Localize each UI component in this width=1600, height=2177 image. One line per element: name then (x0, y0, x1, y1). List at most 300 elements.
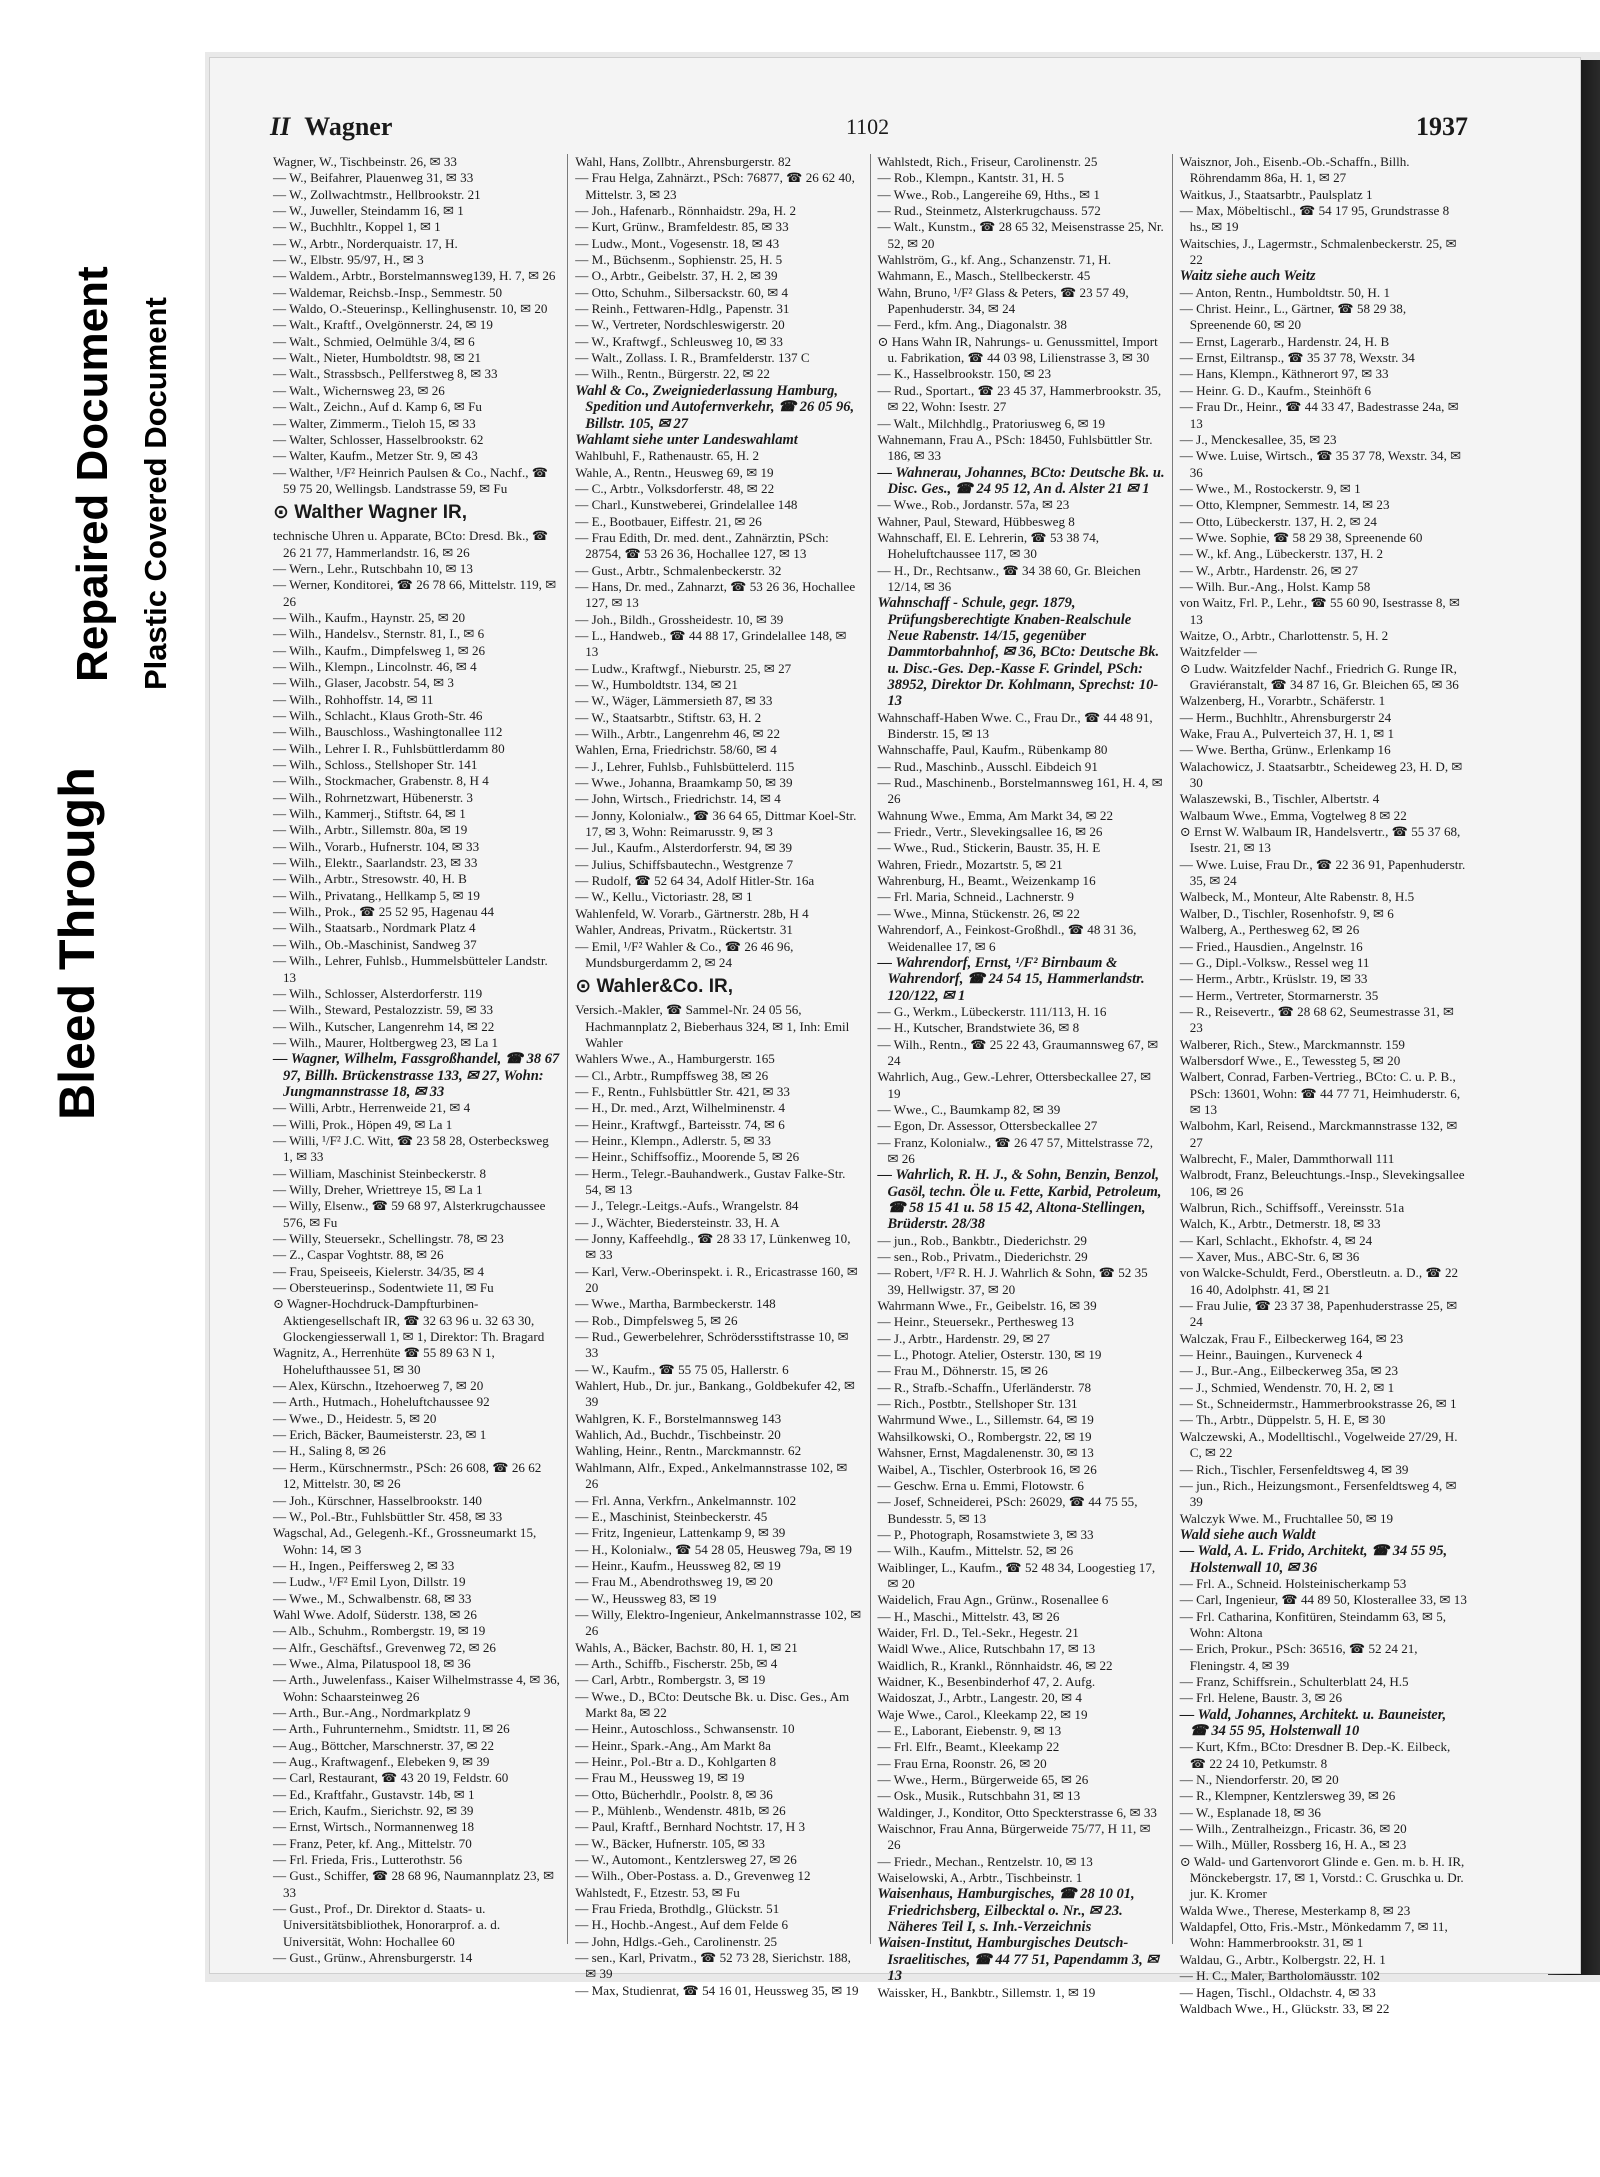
directory-entry: — Friedr., Vertr., Slevekingsallee 16, ✉ 26 (877, 824, 1103, 840)
directory-entry: — Wald, Johannes, Architekt. u. Bauneister, ☎ 34 55 95, Holstenwall 10 (1179, 1706, 1447, 1739)
directory-entry: Waisznor, Joh., Eisenb.-Ob.-Schaffn., Billh. Röhrendamm 86a, H. 1, ✉ 27 (1179, 154, 1410, 186)
directory-entry: Wahle, A., Rentn., Heusweg 69, ✉ 19 (575, 464, 774, 480)
directory-entry: — Alfr., Geschäftsf., Grevenweg 72, ✉ 26 (273, 1639, 496, 1655)
directory-entry: — G., Werkm., Lübeckerstr. 111/113, H. 16 (877, 1003, 1107, 1019)
directory-entry: Waidl Wwe., Alice, Rutschbahn 17, ✉ 13 (877, 1641, 1096, 1657)
directory-entry: — Rich., Postbtr., Stellshoper Str. 131 (877, 1396, 1078, 1412)
directory-entry: — Rud., Gewerbelehrer, Schrödersstiftstrasse 10, ✉ 33 (575, 1329, 849, 1361)
directory-entry: — William, Maschinist Steinbeckerstr. 8 (273, 1165, 487, 1181)
directory-entry: — H., Dr., Rechtsanw., ☎ 34 38 60, Gr. Bleichen 12/14, ✉ 36 (877, 562, 1141, 594)
directory-entry: — Alex, Kürschn., Itzehoerweg 7, ✉ 20 (273, 1378, 484, 1394)
directory-entry: — Erich, Bäcker, Baumeisterstr. 23, ✉ 1 (273, 1427, 487, 1443)
directory-entry: — Wald, A. L. Frido, Architekt, ☎ 34 55 95, Holstenwall 10, ✉ 36 (1179, 1543, 1448, 1576)
directory-entry: — N., Niendorferstr. 20, ✉ 20 (1179, 1772, 1339, 1788)
directory-entry: — Wwe., Martha, Barmbeckerstr. 148 (575, 1296, 776, 1312)
directory-entry: — Emil, ¹/F² Wahler & Co., ☎ 26 46 96, Mundsburgerdamm 2, ✉ 24 (575, 938, 794, 970)
directory-entry: ⊙ Hans Wahn IR, Nahrungs- u. Genussmittel, Import u. Fabrikation, ☎ 44 03 98, Lilienstrasse 3, ✉ 30 (877, 333, 1158, 366)
directory-entry: — Wwe., M., Schwalbenstr. 68, ✉ 33 (273, 1590, 472, 1606)
directory-entry: — Waldem., Arbtr., Borstelmannsweg139, H. 7, ✉ 26 (273, 268, 556, 284)
directory-entry: Waisen-Institut, Hamburgisches Deutsch-Israelitisches, ☎ 44 77 51, Papendamm 3, ✉ 13 (877, 1935, 1159, 1985)
directory-entry: — Wern., Lehr., Rutschbahn 10, ✉ 13 (273, 560, 473, 576)
directory-entry: Wahls, A., Bäcker, Bachstr. 80, H. 1, ✉ 21 (575, 1639, 798, 1655)
directory-entry: — Frau Edith, Dr. med. dent., Zahnärztin, PSch: 28754, ☎ 53 26 36, Hochallee 127, ✉ 13 (575, 529, 829, 562)
directory-entry: — H., Saling 8, ✉ 26 (273, 1443, 386, 1459)
directory-entry: Wahnschaff - Schule, gegr. 1879, Prüfungsberechtigte Knaben-Realschule Neue Rabenstr. 14/15, gegenüber Dammtorbahnhof, ✉ 36, BCto: Deutsche Bk. u. Disc.-Ges. Dep.-Kasse F. Grindel, PSch: 38952, Direktor Dr. Kohlmann, Sprechst: 10-13 (877, 595, 1160, 710)
directory-entry: Wagnitz, A., Herrenhüte ☎ 55 89 63 N 1, Hohelufthaussee 51, ✉ 30 (273, 1345, 495, 1377)
directory-entry: — Wilh., Steward, Pestalozzistr. 59, ✉ 33 (273, 1002, 494, 1018)
directory-entry: Wahren, Friedr., Mozartstr. 5, ✉ 21 (877, 856, 1063, 872)
directory-entry: — Wwe. Sophie, ☎ 58 29 38, Spreenende 60 (1179, 529, 1423, 545)
directory-entry: Waldapfel, Otto, Fris.-Mstr., Mönkedamm 7, ✉ 11, Wohn: Hammerbrookstr. 31, ✉ 1 (1179, 1919, 1448, 1951)
directory-entry: ⊙ Ernst W. Walbaum IR, Handelsvertr., ☎ 55 37 68, Isestr. 21, ✉ 13 (1179, 824, 1461, 856)
directory-entry: — Wilh., Kaufm., Mittelstr. 52, ✉ 26 (877, 1543, 1074, 1559)
directory-entry: — Heinr., Autoschloss., Schwansenstr. 10 (575, 1721, 795, 1737)
column-4 (1172, 154, 1474, 2016)
directory-entry: Walczyk Wwe. M., Fruchtallee 50, ✉ 19 (1179, 1510, 1394, 1526)
directory-entry: — Wilh., Schloss., Stellshoper Str. 141 (273, 757, 478, 773)
directory-entry: Walbersdorf Wwe., E., Tewessteg 5, ✉ 20 (1179, 1052, 1401, 1068)
directory-entry: — Frau M., Heussweg 19, ✉ 19 (575, 1770, 745, 1786)
directory-entry: — W., Automont., Kentzlersweg 27, ✉ 26 (575, 1852, 797, 1868)
directory-entry: — Wilh., Arbtr., Stresowstr. 40, H. B (273, 871, 467, 887)
directory-entry: — Walt., Schmied, Oelmühle 3/4, ✉ 6 (273, 333, 475, 349)
directory-entry: — W., Beifahrer, Plauenweg 31, ✉ 33 (273, 170, 474, 186)
directory-entry: — Otto, Lübeckerstr. 137, H. 2, ✉ 24 (1179, 513, 1377, 529)
directory-entry: — Wilh., Schlacht., Klaus Groth-Str. 46 (273, 708, 483, 723)
directory-entry: — Wilh., Arbtr., Sillemstr. 80a, ✉ 19 (273, 822, 468, 838)
directory-entry: — Osk., Musik., Rutschbahn 31, ✉ 13 (877, 1788, 1081, 1804)
directory-entry: Walachowicz, J. Staatsarbtr., Scheideweg 23, H. D, ✉ 30 (1179, 758, 1463, 791)
directory-entry: — Wwe., Rud., Stickerin, Baustr. 35, H. E (877, 840, 1101, 856)
directory-entry: Walczewski, A., Modelltischl., Vogelweide 27/29, H. C, ✉ 22 (1179, 1428, 1458, 1461)
directory-entry: — W., Buchhltr., Koppel 1, ✉ 1 (273, 219, 441, 235)
directory-entry: — Wilh., Rohhoffstr. 14, ✉ 11 (273, 691, 434, 707)
directory-entry: — Walt., Milchhdlg., Pratoriusweg 6, ✉ 19 (877, 415, 1106, 431)
directory-entry: Waisenhaus, Hamburgisches, ☎ 28 10 01, Friedrichsberg, Eilbecktal o. Nr., ✉ 23. Näheres Teil I, s. Inh.-Verzeichnis (877, 1886, 1135, 1936)
directory-entry: — Rud., Sportart., ☎ 23 45 37, Hammerbrookstr. 35, ✉ 22, Wohn: Isestr. 27 (877, 382, 1162, 415)
directory-entry: — W., Juweller, Steindamm 16, ✉ 1 (273, 203, 464, 219)
directory-entry: — Wwe., D., Heidestr. 5, ✉ 20 (273, 1410, 437, 1426)
directory-entry: Walbrun, Rich., Schiffsoff., Vereinsstr. 51a (1179, 1200, 1405, 1215)
directory-entry: — E., Bootbauer, Eiffestr. 21, ✉ 26 (575, 513, 762, 529)
directory-entry: — Frau M., Abendrothsweg 19, ✉ 20 (575, 1574, 773, 1590)
directory-entry: Waitschies, J., Lagermstr., Schmalenbeckerstr. 25, ✉ 22 (1179, 235, 1457, 268)
directory-entry: — Frl. Catharina, Konfitüren, Steindamm 63, ✉ 5, Wohn: Altona (1179, 1608, 1447, 1640)
running-head (266, 108, 1474, 148)
directory-entry: — Wilh., Staatsarb., Nordmark Platz 4 (273, 920, 476, 936)
directory-entry: Wahl, Hans, Zollbtr., Ahrensburgerstr. 82 (575, 154, 792, 169)
directory-entry: — P., Photograph, Rosamstwiete 3, ✉ 33 (877, 1526, 1094, 1542)
directory-entry: — C., Arbtr., Volksdorferstr. 48, ✉ 22 (575, 480, 775, 496)
directory-entry: — Rud., Maschinenb., Borstelmannsweg 161, H. 4, ✉ 26 (877, 775, 1163, 807)
directory-entry: — Erich, Kaufm., Sierichstr. 92, ✉ 39 (273, 1803, 474, 1819)
directory-entry: — K., Hasselbrookstr. 150, ✉ 23 (877, 366, 1052, 382)
directory-entry: — Heinr., Schiffsoffiz., Moorende 5, ✉ 26 (575, 1149, 800, 1165)
directory-entry: — Werner, Konditorei, ☎ 26 78 66, Mittelstr. 119, ✉ 26 (273, 577, 557, 609)
directory-entry: — Carl, Restaurant, ☎ 43 20 19, Feldstr. 60 (273, 1770, 509, 1786)
directory-entry: — Wwe. Luise, Frau Dr., ☎ 22 36 91, Papenhuderstr. 35, ✉ 24 (1179, 856, 1466, 889)
directory-entry: ⊙ Wahler&Co. IR, (575, 976, 733, 998)
directory-entry: Waidner, K., Besenbinderhof 47, 2. Aufg. (877, 1673, 1096, 1689)
directory-entry: ⊙ Wald- und Gartenvorort Glinde e. Gen. m. b. H. IR, Mönckebergstr. 17, ✉ 1, Vorstd.: C. Gruschka u. Dr. jur. K. Kromer (1179, 1853, 1465, 1902)
directory-entry: — Wwe., M., Rostockerstr. 9, ✉ 1 (1179, 480, 1361, 496)
directory-entry: Wahnschaffe, Paul, Kaufm., Rübenkamp 80 (877, 742, 1108, 758)
directory-entry: — Gust., Grünw., Ahrensburgerstr. 14 (273, 1950, 473, 1966)
directory-entry: — G., Dipl.-Volksw., Ressel weg 11 (1179, 954, 1370, 970)
directory-entry: Wahlamt siehe unter Landeswahlamt (575, 431, 798, 448)
directory-entry: — Wilh., Kaufm., Dimpfelsweg 1, ✉ 26 (273, 642, 486, 658)
directory-entry: — Jul., Kaufm., Alsterdorferstr. 94, ✉ 39 (575, 840, 793, 856)
directory-entry: — Walther, ¹/F² Heinrich Paulsen & Co., Nachf., ☎ 59 75 20, Wellingsb. Landstrasse 59, ✉ Fu (273, 464, 549, 496)
directory-entry: — Rud., Steinmetz, Alsterkrugchauss. 572 (877, 203, 1101, 219)
column-3 (870, 154, 1172, 2000)
year: 1937 (1416, 112, 1468, 141)
directory-entry: — Hans, Klempn., Käthnerort 97, ✉ 33 (1179, 366, 1389, 382)
directory-entry: — Hagen, Tischl., Oldachstr. 4, ✉ 33 (1179, 1984, 1376, 2000)
directory-entry: — Arth., Juwelenfass., Kaiser Wilhelmstrasse 4, ✉ 36, Wohn: Schaarsteinweg 26 (273, 1672, 560, 1704)
plastic-covered-document-label: Plastic Covered Document (138, 297, 173, 690)
directory-entry: Walbrecht, F., Maler, Dammthorwall 111 (1179, 1150, 1395, 1166)
directory-entry: — Heinr., Spark.-Ang., Am Markt 8a (575, 1737, 771, 1753)
directory-entry: Waidoszat, J., Arbtr., Langestr. 20, ✉ 4 (877, 1690, 1082, 1706)
directory-entry: — Gust., Arbtr., Schmalenbeckerstr. 32 (575, 562, 782, 578)
directory-entry: — F., Rentn., Fuhlsbüttler Str. 421, ✉ 33 (575, 1083, 790, 1099)
directory-entry: — Franz, Peter, kf. Ang., Mittelstr. 70 (273, 1835, 472, 1851)
directory-entry: — L., Handweb., ☎ 44 88 17, Grindelallee 148, ✉ 13 (575, 627, 847, 660)
directory-entry: Walberer, Rich., Stew., Marckmannstr. 159 (1179, 1036, 1405, 1052)
directory-entry: — Wwe., D., BCto: Deutsche Bk. u. Disc. Ges., Am Markt 8a, ✉ 22 (575, 1688, 850, 1720)
directory-entry: — Arth., Bur.-Ang., Nordmarkplatz 9 (273, 1704, 471, 1720)
directory-entry: Wahnung Wwe., Emma, Am Markt 34, ✉ 22 (877, 807, 1114, 823)
directory-entry: — Kurt, Grünw., Bramfeldestr. 85, ✉ 33 (575, 219, 789, 235)
directory-entry: — Wilh., Müller, Rossberg 16, H. A., ✉ 23 (1179, 1837, 1407, 1853)
directory-entry: Wahrendorf, A., Feinkost-Großhdl., ☎ 48 31 36, Weidenallee 17, ✉ 6 (877, 922, 1137, 954)
directory-entry: — Frl. Elfr., Beamt., Kleekamp 22 (877, 1739, 1060, 1755)
directory-entry: Wahlert, Hub., Dr. jur., Bankang., Goldbekufer 42, ✉ 39 (575, 1378, 855, 1410)
directory-entry: — Wilh., Zentralheizgn., Fricastr. 36, ✉ 20 (1179, 1821, 1407, 1837)
directory-entry: Wahlgren, K. F., Borstelmannsweg 143 (575, 1410, 782, 1426)
directory-entry: — Anton, Rentn., Humboldtstr. 50, H. 1 (1179, 284, 1390, 300)
directory-entry: Waitze, O., Arbtr., Charlottenstr. 5, H. 2 (1179, 627, 1389, 643)
directory-entry: von Waitz, Frl. P., Lehr., ☎ 55 60 90, Isestrasse 8, ✉ 13 (1179, 595, 1460, 627)
column-1 (266, 154, 567, 1966)
directory-entry: — Wwe., Johanna, Braamkamp 50, ✉ 39 (575, 775, 793, 791)
directory-entry: — Franz, Kolonialw., ☎ 26 47 57, Mittelstrasse 72, ✉ 26 (877, 1134, 1153, 1166)
directory-entry: — Hans, Dr. med., Zahnarzt, ☎ 53 26 36, Hochallee 127, ✉ 13 (575, 578, 856, 611)
directory-columns (266, 154, 1474, 2016)
directory-entry: — Cl., Arbtr., Rumpffsweg 38, ✉ 26 (575, 1067, 769, 1083)
directory-entry: — Karl, Schlacht., Ekhofstr. 4, ✉ 24 (1179, 1232, 1373, 1248)
directory-entry: — Ludw., ¹/F² Emil Lyon, Dillstr. 19 (273, 1574, 466, 1590)
directory-entry: — Josef, Schneiderei, PSch: 26029, ☎ 44 75 55, Bundesstr. 5, ✉ 13 (877, 1494, 1138, 1526)
directory-entry: — W., Humboldtstr. 134, ✉ 21 (575, 677, 738, 692)
directory-entry: Wahrenburg, H., Beamt., Weizenkamp 16 (877, 873, 1096, 889)
directory-entry: Wahsilkowski, O., Rombergstr. 22, ✉ 19 (877, 1428, 1092, 1444)
directory-entry: — Arth., Fuhrunternehm., Smidtstr. 11, ✉ 26 (273, 1721, 510, 1737)
directory-entry: — Herm., Kürschnermstr., PSch: 26 608, ☎ 26 62 12, Mittelstr. 30, ✉ 26 (273, 1459, 542, 1492)
directory-entry: — Ludw., Mont., Vogesenstr. 18, ✉ 43 (575, 235, 780, 251)
directory-entry: — sen., Karl, Privatm., ☎ 52 73 28, Sierichstr. 188, ✉ 39 (575, 1950, 851, 1982)
directory-entry: — Willi, Arbtr., Herrenweide 21, ✉ 4 (273, 1100, 471, 1116)
directory-entry: — John, Hdlgs.-Geh., Carolinenstr. 25 (575, 1933, 778, 1949)
directory-entry: — Wilh., Rentn., Bürgerstr. 22, ✉ 22 (575, 366, 770, 382)
directory-entry: — Wagner, Wilhelm, Fassgroßhandel, ☎ 38 67 97, Billh. Brückenstrasse 133, ✉ 27, Wohn: Jungmannstrasse 18, ✉ 33 (273, 1051, 560, 1100)
directory-entry: — Willy, Dreher, Wriettreye 15, ✉ La 1 (273, 1181, 483, 1197)
directory-entry: — H., Ingen., Peiffersweg 2, ✉ 33 (273, 1557, 455, 1573)
directory-entry: — Otto, Klempner, Semmestr. 14, ✉ 23 (1179, 497, 1390, 513)
directory-entry: — Max, Studienrat, ☎ 54 16 01, Heussweg 35, ✉ 19 (575, 1982, 859, 1998)
directory-entry: — Wwe., Rob., Jordanstr. 57a, ✉ 23 (877, 497, 1070, 513)
directory-entry: — Ernst, Lagerarb., Hardenstr. 24, H. B (1179, 333, 1390, 349)
directory-entry: — J., Schmied, Wendenstr. 70, H. 2, ✉ 1 (1179, 1379, 1395, 1395)
directory-entry: — Willi, Prok., Höpen 49, ✉ La 1 (273, 1116, 453, 1132)
directory-entry: — Wwe. Bertha, Grünw., Erlenkamp 16 (1179, 742, 1391, 758)
directory-entry: Wahnschaff-Haben Wwe. C., Frau Dr., ☎ 44 48 91, Binderstr. 15, ✉ 13 (877, 709, 1153, 742)
directory-entry: — Fritz, Ingenieur, Lattenkamp 9, ✉ 39 (575, 1525, 786, 1541)
directory-entry: — W., Esplanade 18, ✉ 36 (1179, 1804, 1321, 1820)
directory-entry: — Franz, Schiffsrein., Schulterblatt 24, H.5 (1179, 1673, 1409, 1689)
directory-entry: — Robert, ¹/F² R. H. J. Wahrlich & Sohn, ☎ 52 35 39, Hellwigstr. 37, ✉ 20 (877, 1265, 1148, 1297)
directory-entry: — Friedr., Mechan., Rentzelstr. 10, ✉ 13 (877, 1853, 1093, 1869)
directory-entry: von Walcke-Schuldt, Ferd., Oberstleutn. a. D., ☎ 22 16 40, Adolphstr. 41, ✉ 21 (1179, 1265, 1459, 1297)
directory-entry: — jun., Rob., Bankbtr., Diederichstr. 29 (877, 1232, 1087, 1248)
directory-page (210, 58, 1580, 2016)
directory-entry: — Frau Julie, ☎ 23 37 38, Papenhuderstrasse 25, ✉ 24 (1179, 1298, 1458, 1330)
directory-entry: — Frl. Maria, Schneid., Lachnerstr. 9 (877, 889, 1074, 905)
directory-entry: — Erich, Prokur., PSch: 36516, ☎ 52 24 21, Fleningstr. 4, ✉ 39 (1179, 1641, 1418, 1673)
directory-entry: — Willi, ¹/F² J.C. Witt, ☎ 23 58 28, Osterbecksweg 1, ✉ 33 (273, 1132, 549, 1165)
directory-entry: Walbrodt, Franz, Beleuchtungs.-Insp., Slevekingsallee 106, ✉ 26 (1179, 1167, 1465, 1199)
directory-entry: — Ernst, Wirtsch., Normannenweg 18 (273, 1819, 475, 1835)
directory-entry: — Wwe., C., Baumkamp 82, ✉ 39 (877, 1101, 1061, 1117)
directory-entry: Waidelich, Frau Agn., Grünw., Rosenallee 6 (877, 1592, 1109, 1608)
directory-entry: — R., Klempner, Kentzlersweg 39, ✉ 26 (1179, 1788, 1396, 1804)
directory-entry: — H., Dr. med., Arzt, Wilhelminenstr. 4 (575, 1100, 786, 1116)
directory-entry: Wahlmann, Alfr., Exped., Ankelmannstrasse 102, ✉ 26 (575, 1459, 848, 1492)
directory-entry: Waldbach Wwe., H., Glückstr. 33, ✉ 22 (1179, 2000, 1390, 2016)
directory-entry: Wahnemann, Frau A., PSch: 18450, Fuhlsbüttler Str. 186, ✉ 33 (877, 431, 1153, 464)
directory-entry: Wahlström, G., kf. Ang., Schanzenstr. 71, H. (877, 252, 1112, 268)
directory-entry: — Wilh., Kammerj., Stiftstr. 64, ✉ 1 (273, 806, 466, 822)
directory-entry: — Heinr., Kraftwgf., Barteisstr. 74, ✉ 6 (575, 1116, 785, 1132)
directory-entry: — E., Maschinist, Steinbeckerstr. 45 (575, 1508, 768, 1524)
directory-entry: — Walter, Zimmerm., Tieloh 15, ✉ 33 (273, 415, 476, 431)
directory-entry: — Walt., Kraftf., Ovelgönnerstr. 24, ✉ 19 (273, 317, 493, 333)
directory-entry: — R., Strafb.-Schaffn., Uferländerstr. 78 (877, 1379, 1092, 1395)
directory-entry: — Wilh., Vorarb., Hufnerstr. 104, ✉ 33 (273, 838, 480, 854)
directory-entry: — Frau M., Döhnerstr. 15, ✉ 26 (877, 1363, 1048, 1379)
directory-entry: — J., Lehrer, Fuhlsb., Fuhlsbüttelerd. 115 (575, 758, 795, 774)
directory-entry: — W., Bäcker, Hufnerstr. 105, ✉ 33 (575, 1835, 765, 1851)
directory-entry: — Arth., Hutmach., Hoheluftchaussee 92 (273, 1394, 490, 1410)
directory-entry: — Frau Erna, Roonstr. 26, ✉ 20 (877, 1755, 1047, 1771)
directory-entry: — Wilh., Kutscher, Langenrehm 14, ✉ 22 (273, 1018, 495, 1034)
directory-entry: — Wwe., Herm., Bürgerweide 65, ✉ 26 (877, 1772, 1089, 1788)
directory-entry: — Walt., Strassbsch., Pellferstweg 8, ✉ 33 (273, 366, 498, 382)
directory-entry: — Walter, Schlosser, Hasselbrookstr. 62 (273, 431, 484, 447)
directory-entry: Waje Wwe., Carol., Kleekamp 22, ✉ 19 (877, 1706, 1088, 1722)
directory-entry: — W., Wäger, Lämmersieth 87, ✉ 33 (575, 693, 773, 709)
directory-entry: Wahling, Heinr., Rentn., Marckmannstr. 62 (575, 1443, 802, 1459)
directory-entry: — Waldemar, Reichsb.-Insp., Semmestr. 50 (273, 284, 503, 300)
directory-entry: — Joh., Kürschner, Hasselbrookstr. 140 (273, 1492, 482, 1508)
directory-entry: — Kurt, Kfm., BCto: Dresdner B. Dep.-K. Eilbeck, ☎ 22 24 10, Petkumstr. 8 (1179, 1739, 1451, 1771)
directory-entry: — Julius, Schiffsbautechn., Westgrenze 7 (575, 856, 793, 872)
directory-entry: — Heinr., Pol.-Btr a. D., Kohlgarten 8 (575, 1754, 776, 1769)
directory-entry: — E., Laborant, Eiebenstr. 9, ✉ 13 (877, 1723, 1062, 1738)
directory-entry: — Th., Arbtr., Düppelstr. 5, H. E, ✉ 30 (1179, 1412, 1386, 1428)
directory-entry: Walaszewski, B., Tischler, Albertstr. 4 (1179, 791, 1380, 807)
directory-entry: — Willy, Elektro-Ingenieur, Ankelmannstrasse 102, ✉ 26 (575, 1606, 862, 1639)
directory-entry: — Karl, Verw.-Oberinspekt. i. R., Ericastrasse 160, ✉ 20 (575, 1263, 858, 1296)
directory-entry: ⊙ Walther Wagner IR, (273, 502, 467, 524)
directory-entry: Waischnor, Frau Anna, Bürgerweide 75/77, H 11, ✉ 26 (877, 1821, 1151, 1853)
directory-entry: — Willy, Elsenw., ☎ 59 68 97, Alsterkrugchaussee 576, ✉ Fu (273, 1198, 546, 1230)
directory-entry: Walch, K., Arbtr., Detmerstr. 18, ✉ 33 (1179, 1216, 1381, 1232)
directory-entry: — M., Büchsenm., Sophienstr. 25, H. 5 (575, 252, 783, 268)
directory-entry: — Otto, Bücherhdlr., Poolstr. 8, ✉ 36 (575, 1786, 773, 1802)
directory-entry: ⊙ Ludw. Waitzfelder Nachf., Friedrich G. Runge IR, Graviéranstalt, ☎ 34 87 16, Gr. Bleichen 65, ✉ 36 (1179, 660, 1459, 692)
directory-entry: — Wilh., Rohrnetzwart, Hübenerstr. 3 (273, 789, 473, 805)
directory-entry: — Rich., Tischler, Fersenfeldtsweg 4, ✉ 39 (1179, 1461, 1409, 1477)
directory-entry: — Wwe., Rob., Langereihe 69, Hths., ✉ 1 (877, 186, 1100, 202)
directory-entry: Waibel, A., Tischler, Osterbrook 16, ✉ 26 (877, 1461, 1097, 1477)
directory-entry: — Frl. Frieda, Fris., Lutterothstr. 56 (273, 1852, 463, 1868)
directory-entry: — Wwe. Luise, Wirtsch., ☎ 35 37 78, Wexstr. 34, ✉ 36 (1179, 448, 1462, 480)
directory-entry: — Wilh., Bauschloss., Washingtonallee 112 (273, 724, 503, 740)
directory-entry: Walbaum Wwe., Emma, Vogtelweg 8 ✉ 22 (1179, 807, 1407, 823)
directory-entry: Wahlenfeld, W. Vorarb., Gärtnerstr. 28b, H 4 (575, 905, 809, 921)
directory-entry: — W., Arbtr., Norderquaistr. 17, H. (273, 235, 458, 251)
directory-entry: — Heinr. G. D., Kaufm., Steinhöft 6 (1179, 382, 1372, 398)
directory-entry: — W., Pol.-Btr., Fuhlsbüttler Str. 458, ✉ 33 (273, 1508, 503, 1524)
page-content (266, 108, 1474, 2016)
directory-entry: — Gust., Schiffer, ☎ 28 68 96, Naumannplatz 23, ✉ 33 (273, 1868, 555, 1900)
directory-entry: — John, Wirtsch., Friedrichstr. 14, ✉ 4 (575, 791, 781, 807)
directory-entry: — Walt., Zollass. I. R., Bramfelderstr. 137 C (575, 350, 810, 366)
directory-entry: — Herm., Vertreter, Stormarnerstr. 35 (1179, 987, 1379, 1003)
directory-entry: Waiblinger, L., Kaufm., ☎ 52 48 34, Loogestieg 17, ✉ 20 (877, 1559, 1156, 1591)
directory-entry: — J., Wächter, Biedersteinstr. 33, H. A (575, 1214, 780, 1230)
directory-entry: — Fried., Hausdien., Angelnstr. 16 (1179, 938, 1363, 954)
directory-entry: Wahl & Co., Zweigniederlassung Hamburg, Spedition und Autofernverkehr, ☎ 26 05 96, Billstr. 105, ✉ 27 (575, 382, 855, 432)
bleed-through-label: Bleed Through (49, 767, 105, 1120)
directory-entry: Waitzfelder — (1179, 644, 1257, 660)
directory-entry: Wahmann, E., Masch., Stellbeckerstr. 45 (877, 268, 1091, 284)
directory-entry: — W., Kaufm., ☎ 55 75 05, Hallerstr. 6 (575, 1361, 789, 1377)
directory-entry: — Herm., Telegr.-Bauhandwerk., Gustav Falke-Str. 54, ✉ 13 (575, 1165, 846, 1197)
directory-entry: — Ludw., Kraftwgf., Nieburstr. 25, ✉ 27 (575, 660, 792, 676)
directory-entry: — Wwe., Minna, Stückenstr. 26, ✉ 22 (877, 905, 1080, 921)
directory-entry: Wald siehe auch Waldt (1179, 1526, 1316, 1543)
directory-entry: — Wilh., Arbtr., Langenrehm 46, ✉ 22 (575, 726, 781, 742)
directory-entry: — Walter, Kaufm., Metzer Str. 9, ✉ 43 (273, 448, 478, 464)
directory-entry: Walczak, Frau F., Eilbeckerweg 164, ✉ 23 (1179, 1330, 1404, 1346)
directory-entry: — Wahnerau, Johannes, BCto: Deutsche Bk. u. Disc. Ges., ☎ 24 95 12, An d. Alster 21 ✉ 1 (877, 464, 1165, 497)
directory-entry: — Heinr., Steuersekr., Perthesweg 13 (877, 1314, 1074, 1330)
directory-entry: Walzenberg, H., Vorarbtr., Schäferstr. 1 (1179, 693, 1386, 709)
directory-entry: — W., Zollwachtmstr., Hellbrookstr. 21 (273, 186, 481, 202)
running-head-left (270, 112, 392, 142)
directory-entry: — Geschw. Erna u. Emmi, Flotowstr. 6 (877, 1477, 1084, 1493)
directory-entry: Wagner, W., Tischbeinstr. 26, ✉ 33 (273, 154, 457, 169)
directory-entry: — Wilh., Klempn., Lincolnstr. 46, ✉ 4 (273, 658, 477, 674)
directory-entry: — Alb., Schuhm., Rombergstr. 19, ✉ 19 (273, 1623, 486, 1639)
directory-entry: — Jonny, Kaffeehdlg., ☎ 28 33 17, Lünkenweg 10, ✉ 33 (575, 1231, 851, 1263)
directory-entry: — Ed., Kraftfahr., Gustavstr. 14b, ✉ 1 (273, 1786, 475, 1802)
directory-entry: — Rob., Klempn., Kantstr. 31, H. 5 (877, 170, 1065, 186)
directory-entry: Walbert, Conrad, Farben-Vertrieg., BCto: C. u. P. B., PSch: 13601, Wohn: ☎ 44 77 71, Heimhuderstr. 6, ✉ 13 (1179, 1069, 1461, 1117)
directory-entry: — Carl, Ingenieur, ☎ 44 89 50, Klosterallee 33, ✉ 13 (1179, 1592, 1467, 1608)
directory-entry: — Z., Caspar Voghtstr. 88, ✉ 26 (273, 1247, 444, 1263)
directory-entry: Wahrlich, Aug., Gew.-Lehrer, Ottersbeckallee 27, ✉ 19 (877, 1069, 1152, 1101)
running-head-name: Wagner (304, 112, 393, 141)
directory-entry: Wahlich, Ad., Buchdr., Tischbeinstr. 20 (575, 1427, 781, 1443)
directory-entry: — J., Menckesallee, 35, ✉ 23 (1179, 431, 1337, 447)
directory-entry: — Wilh. Bur.-Ang., Holst. Kamp 58 (1179, 578, 1371, 594)
directory-entry: — Aug., Böttcher, Marschnerstr. 37, ✉ 22 (273, 1737, 495, 1753)
directory-entry: — H., Kutscher, Brandstwiete 36, ✉ 8 (877, 1020, 1080, 1036)
directory-entry: — Wilh., Rentn., ☎ 25 22 43, Graumannsweg 67, ✉ 24 (877, 1036, 1159, 1068)
directory-entry: Wahl Wwe. Adolf, Süderstr. 138, ✉ 26 (273, 1606, 477, 1622)
directory-entry: Wahn, Bruno, ¹/F² Glass & Peters, ☎ 23 57 49, Papenhuderstr. 34, ✉ 24 (877, 284, 1129, 317)
directory-entry: — W., Staatsarbtr., Stiftstr. 63, H. 2 (575, 709, 762, 725)
directory-entry: — J., Bur.-Ang., Eilbeckerweg 35a, ✉ 23 (1179, 1363, 1398, 1379)
directory-entry: Wahrmund Wwe., L., Sillemstr. 64, ✉ 19 (877, 1412, 1094, 1428)
directory-entry: — W., Kellu., Victoriastr. 28, ✉ 1 (575, 889, 753, 905)
column-2 (567, 154, 869, 1998)
directory-entry: Wahner, Paul, Steward, Hübbesweg 8 (877, 513, 1075, 529)
side-labels (0, 0, 205, 2177)
directory-entry: — Heinr., Kaufm., Heussweg 82, ✉ 19 (575, 1557, 781, 1573)
directory-entry: Versich.-Makler, ☎ Sammel-Nr. 24 05 56, Hachmannplatz 2, Bieberhaus 324, ✉ 1, Inh: Emil Wahler (575, 1002, 850, 1050)
directory-entry: Wahler, Andreas, Privatm., Rückertstr. 31 (575, 922, 793, 938)
directory-entry: Walber, D., Tischler, Rosenhofstr. 9, ✉ 6 (1179, 905, 1394, 921)
directory-entry: — Rud., Maschinb., Ausschl. Eibdeich 91 (877, 758, 1098, 774)
directory-entry: — Frl. A., Schneid. Holsteinischerkamp 53 (1179, 1575, 1407, 1591)
directory-entry: Waldinger, J., Konditor, Otto Speckterstrasse 6, ✉ 33 (877, 1804, 1157, 1820)
directory-entry: — Ferd., kfm. Ang., Diagonalstr. 38 (877, 317, 1067, 333)
directory-entry: Wagschal, Ad., Gelegenh.-Kf., Grossneumarkt 15, Wohn: 14, ✉ 3 (273, 1525, 537, 1557)
directory-entry: — Waldo, O.-Steuerinsp., Kellinghusenstr. 10, ✉ 20 (273, 301, 548, 317)
directory-entry: — Wilh., Maurer, Holtbergweg 23, ✉ La 1 (273, 1034, 499, 1050)
directory-entry: — Frau Helga, Zahnärzt., PSch: 76877, ☎ 26 62 40, Mittelstr. 3, ✉ 23 (575, 170, 855, 202)
directory-entry: — Heinr., Klempn., Adlerstr. 5, ✉ 33 (575, 1132, 771, 1148)
directory-entry: — Wilh., Elektr., Saarlandstr. 23, ✉ 33 (273, 855, 478, 871)
repaired-document-label: Repaired Document (68, 266, 117, 682)
directory-entry: Walbohm, Karl, Reisend., Marckmannstrasse 132, ✉ 27 (1179, 1118, 1458, 1150)
directory-entry: Wake, Frau A., Pulverteich 37, H. 1, ✉ 1 (1179, 726, 1395, 742)
directory-entry: Waitz siehe auch Weitz (1179, 268, 1316, 285)
directory-entry: — Wilh., Privatang., Hellkamp 5, ✉ 19 (273, 887, 480, 903)
directory-entry: — W., Heussweg 83, ✉ 19 (575, 1590, 717, 1606)
directory-entry: Waidlich, R., Krankl., Rönnhaidstr. 46, ✉ 22 (877, 1657, 1113, 1673)
directory-entry: — Frau, Speiseeis, Kielerstr. 34/35, ✉ 4 (273, 1263, 484, 1279)
directory-entry: Wahlen, Erna, Friedrichstr. 58/60, ✉ 4 (575, 742, 777, 758)
directory-entry: — H., Kolonialw., ☎ 54 28 05, Heusweg 79a, ✉ 19 (575, 1541, 852, 1557)
directory-entry: — Wahrlich, R. H. J., & Sohn, Benzin, Benzol, Gasöl, techn. Öle u. Fette, Karbid, Petroleum, ☎ 58 15 41 u. 58 15 42, Altona-Stellingen, Brüderstr. 28/38 (877, 1167, 1162, 1233)
directory-entry: Wahlstedt, Rich., Friseur, Carolinenstr. 25 (877, 154, 1098, 169)
directory-entry: — Otto, Schuhm., Silbersackstr. 60, ✉ 4 (575, 284, 789, 300)
directory-entry: — Arth., Schiffb., Fischerstr. 25b, ✉ 4 (575, 1655, 778, 1671)
directory-entry: — J., Telegr.-Leitgs.-Aufs., Wrangelstr. 84 (575, 1198, 799, 1214)
directory-entry: — Frl. Helene, Baustr. 3, ✉ 26 (1179, 1690, 1343, 1706)
directory-entry: — Xaver, Mus., ABC-Str. 6, ✉ 36 (1179, 1249, 1360, 1265)
directory-entry: Wahrmann Wwe., Fr., Geibelstr. 16, ✉ 39 (877, 1298, 1097, 1314)
directory-entry: — jun., Rich., Heizungsmont., Fersenfeldtsweg 4, ✉ 39 (1179, 1477, 1457, 1510)
directory-entry: — Reinh., Fettwaren-Hdlg., Papenstr. 31 (575, 301, 790, 317)
directory-entry: — Herm., Buchhltr., Ahrensburgerstr 24 (1179, 709, 1392, 725)
